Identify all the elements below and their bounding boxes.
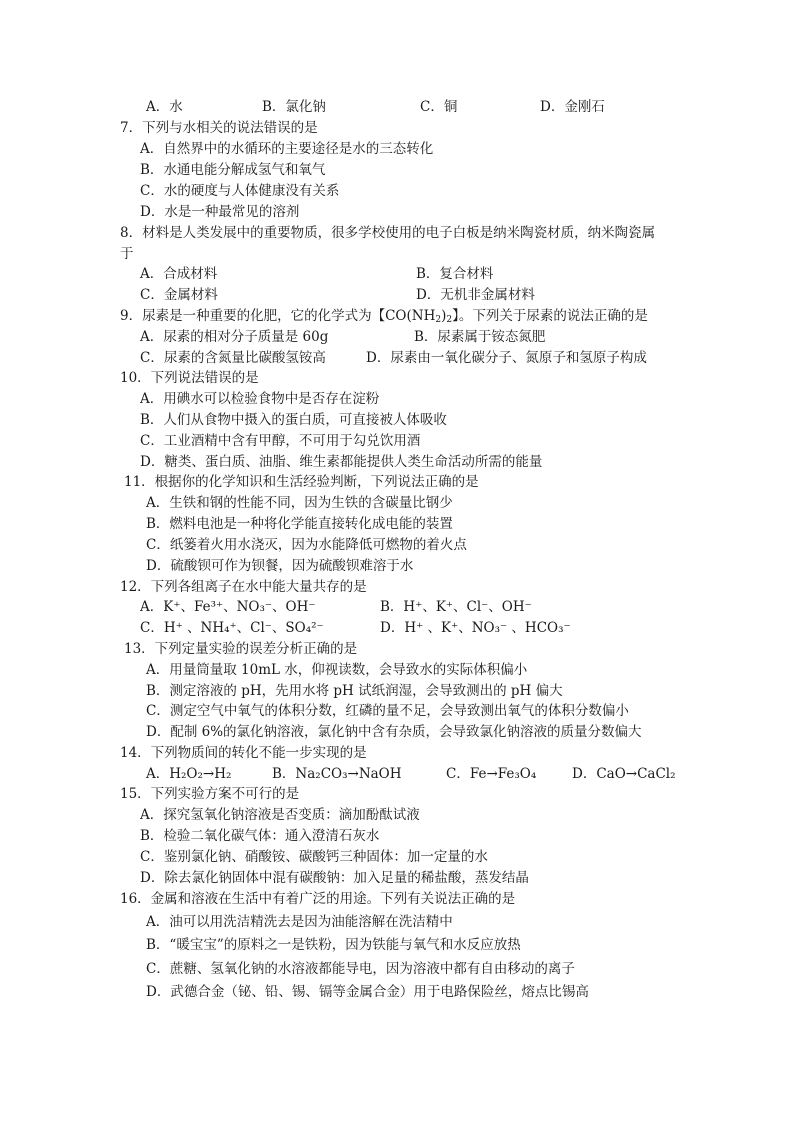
question-11-option-a: A．生铁和钢的性能不同，因为生铁的含碳量比钢少: [146, 495, 453, 511]
option-a: A．K⁺、Fe³⁺、NO₃⁻、OH⁻: [140, 599, 316, 615]
question-10-option-d: D．糖类、蛋白质、油脂、维生素都能提供人类生命活动所需的能量: [140, 454, 543, 470]
option-b: B．Na₂CO₃→NaOH: [272, 766, 402, 782]
question-13-option-c: C．测定空气中氧气的体积分数，红磷的量不足，会导致测出氧气的体积分数偏小: [146, 703, 629, 719]
question-15-option-b: B．检验二氧化碳气体：通入澄清石灰水: [140, 828, 380, 844]
option-d: D．CaO→CaCl₂: [572, 766, 676, 782]
question-16-stem: 16．金属和溶液在生活中有着广泛的用途。下列有关说法正确的是: [120, 891, 516, 907]
question-10-option-b: B．人们从食物中摄入的蛋白质，可直接被人体吸收: [140, 412, 447, 428]
question-15-stem: 15．下列实验方案不可行的是: [120, 786, 300, 802]
question-9-stem: 9．尿素是一种重要的化肥，它的化学式为【$CO(NH_2)_2$】。下列关于尿素的说法正确的是: [120, 308, 648, 325]
option-b: B．氯化钠: [262, 99, 326, 115]
question-16-option-c: C．蔗糖、氢氧化钠的水溶液都能导电，因为溶液中都有自由移动的离子: [146, 961, 575, 977]
option-b: B．H⁺、K⁺、Cl⁻、OH⁻: [380, 599, 532, 615]
option-c: C．H⁺ 、NH₄⁺、Cl⁻、SO₄²⁻: [140, 620, 324, 636]
question-16-option-d: D．武德合金（铋、铅、锡、镉等金属合金）用于电路保险丝，熔点比锡高: [146, 984, 589, 1000]
question-12-stem: 12．下列各组离子在水中能大量共存的是: [120, 579, 367, 595]
question-15-option-c: C．鉴别氯化钠、硝酸铵、碳酸钙三种固体：加一定量的水: [140, 849, 488, 865]
option-d: D．金刚石: [540, 99, 605, 115]
question-14-stem: 14．下列物质间的转化不能一步实现的是: [120, 745, 367, 761]
question-8-stem-cont: 于: [120, 246, 134, 262]
question-13-option-b: B．测定溶液的 pH，先用水将 pH 试纸润湿，会导致测出的 pH 偏大: [146, 683, 563, 699]
question-11-stem: 11．根据你的化学知识和生活经验判断，下列说法正确的是: [124, 474, 479, 490]
option-a: A．H₂O₂→H₂: [146, 766, 232, 782]
option-d: D．无机非金属材料: [416, 287, 535, 303]
option-d: D．尿素由一氧化碳分子、氮原子和氢原子构成: [366, 350, 647, 366]
option-d: D．H⁺ 、K⁺、NO₃⁻ 、HCO₃⁻: [380, 620, 571, 636]
option-a: A．合成材料: [140, 266, 218, 282]
question-10-stem: 10．下列说法错误的是: [120, 370, 259, 386]
question-13-stem: 13．下列定量实验的误差分析正确的是: [124, 641, 358, 657]
question-15-option-a: A．探究氢氧化钠溶液是否变质：滴加酚酞试液: [140, 807, 420, 823]
question-16-option-a: A．油可以用洗洁精洗去是因为油能溶解在洗洁精中: [146, 914, 453, 930]
option-c: C．Fe→Fe₃O₄: [446, 766, 537, 782]
question-8-stem: 8．材料是人类发展中的重要物质，很多学校使用的电子白板是纳米陶瓷材质，纳米陶瓷属: [120, 225, 656, 241]
question-10-option-a: A．用碘水可以检验食物中是否存在淀粉: [140, 391, 380, 407]
option-b: B．尿素属于铵态氮肥: [414, 329, 546, 345]
question-7-stem: 7．下列与水相关的说法错误的是: [120, 120, 318, 136]
option-c: C．尿素的含氮量比碳酸氢铵高: [140, 350, 326, 366]
option-a: A．尿素的相对分子质量是 60g: [140, 329, 329, 345]
question-11-option-d: D．硫酸钡可作为钡餐，因为硫酸钡难溶于水: [146, 558, 414, 574]
option-a: A．水: [146, 99, 183, 115]
question-16-option-b: B．“暖宝宝”的原料之一是铁粉，因为铁能与氧气和水反应放热: [146, 937, 521, 953]
question-7-option-b: B．水通电能分解成氢气和氧气: [140, 162, 326, 178]
option-b: B．复合材料: [416, 266, 494, 282]
question-10-option-c: C．工业酒精中含有甲醇，不可用于勾兑饮用酒: [140, 433, 421, 449]
question-7-option-d: D．水是一种最常见的溶剂: [140, 204, 300, 220]
question-7-option-a: A．自然界中的水循环的主要途径是水的三态转化: [140, 141, 434, 157]
question-11-option-b: B．燃料电池是一种将化学能直接转化成电能的装置: [146, 516, 453, 532]
question-13-option-d: D．配制 6%的氯化钠溶液，氯化钠中含有杂质，会导致氯化钠溶液的质量分数偏大: [146, 724, 642, 740]
option-c: C．铜: [420, 99, 458, 115]
question-15-option-d: D．除去氯化钠固体中混有碳酸钠：加入足量的稀盐酸，蒸发结晶: [140, 870, 529, 886]
option-c: C．金属材料: [140, 287, 218, 303]
question-7-option-c: C．水的硬度与人体健康没有关系: [140, 183, 340, 199]
question-11-option-c: C．纸篓着火用水浇灭，因为水能降低可燃物的着火点: [146, 537, 467, 553]
question-13-option-a: A．用量筒量取 10mL 水，仰视读数，会导致水的实际体积偏小: [146, 662, 528, 678]
